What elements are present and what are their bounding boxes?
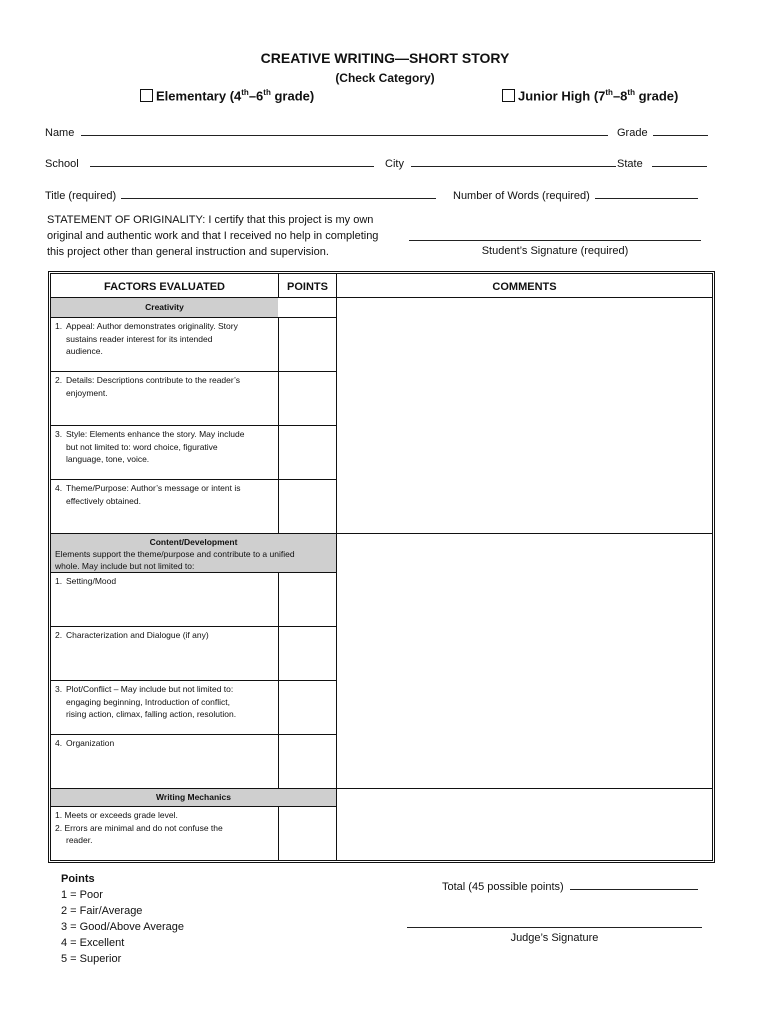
- points-input-cell[interactable]: [279, 480, 336, 533]
- content-item-characterization: 2. Characterization and Dialogue (if any): [55, 630, 209, 640]
- grade-field[interactable]: [617, 124, 708, 139]
- comments-area-mechanics[interactable]: [337, 789, 712, 860]
- comments-header: COMMENTS: [492, 281, 557, 293]
- grade-label: Grade: [617, 127, 648, 139]
- content-section-desc: Elements support the theme/purpose and contribute to a unified: [55, 549, 295, 559]
- points-input-cell[interactable]: [279, 426, 336, 479]
- creativity-item-appeal: 1. Appeal: Author demonstrates originality. Story sustains reader interest for its intended audience.: [55, 321, 238, 356]
- points-input-cell[interactable]: [279, 735, 336, 788]
- points-legend-item: 5 = Superior: [61, 953, 122, 965]
- school-line[interactable]: [90, 155, 374, 167]
- title-field[interactable]: [45, 187, 436, 202]
- creativity-item-style: 3. Style: Elements enhance the story. May include but not limited to: word choice, figurative language, tone, voice.: [55, 429, 245, 464]
- points-legend-item: 1 = Poor: [61, 889, 103, 901]
- creativity-item-theme: 4. Theme/Purpose: Author’s message or intent is effectively obtained.: [55, 483, 241, 506]
- city-field[interactable]: [385, 155, 616, 170]
- name-field[interactable]: [45, 124, 608, 139]
- school-label: School: [45, 158, 79, 170]
- comments-area-content[interactable]: [337, 534, 712, 788]
- points-legend-item: 4 = Excellent: [61, 937, 125, 949]
- form-title: CREATIVE WRITING—SHORT STORY: [260, 50, 510, 66]
- city-label: City: [385, 158, 404, 170]
- evaluation-table: [48, 271, 715, 863]
- points-input-cell[interactable]: [279, 318, 336, 371]
- grade-line[interactable]: [653, 124, 708, 136]
- creativity-section-title: Creativity: [51, 298, 278, 317]
- form-subtitle: (Check Category): [335, 71, 435, 85]
- judge-signature-line[interactable]: [407, 927, 702, 928]
- points-legend: [61, 871, 184, 967]
- title-line[interactable]: [121, 187, 436, 199]
- statement-line: this project other than general instruction and supervision.: [47, 246, 329, 258]
- statement-line: original and authentic work and that I received no help in completing: [47, 230, 379, 242]
- school-field[interactable]: [45, 155, 374, 170]
- creativity-item-details: 2. Details: Descriptions contribute to the reader’s enjoyment.: [55, 375, 241, 398]
- student-signature-line[interactable]: [409, 240, 701, 241]
- name-line[interactable]: [81, 124, 608, 136]
- originality-statement: [47, 212, 407, 260]
- words-line[interactable]: [595, 187, 698, 199]
- total-label: Total (45 possible points): [442, 881, 564, 893]
- points-input-cell[interactable]: [279, 573, 336, 626]
- points-legend-item: 2 = Fair/Average: [61, 905, 143, 917]
- total-line[interactable]: [570, 878, 698, 890]
- content-item-setting: 1. Setting/Mood: [55, 576, 117, 586]
- points-header: POINTS: [287, 281, 328, 293]
- judge-signature-label: Judge’s Signature: [510, 932, 599, 944]
- mechanics-item: 1. Meets or exceeds grade level. 2. Errors are minimal and do not confuse the reader.: [55, 810, 223, 845]
- name-label: Name: [45, 127, 75, 139]
- column-divider: [278, 274, 279, 298]
- state-field[interactable]: [617, 155, 707, 170]
- title-label: Title (required): [45, 190, 117, 202]
- words-label: Number of Words (required): [453, 190, 590, 202]
- points-input-cell[interactable]: [279, 372, 336, 425]
- content-item-organization: 4. Organization: [55, 738, 115, 748]
- points-legend-title: Points: [61, 873, 95, 885]
- mechanics-section-title: Writing Mechanics: [51, 789, 336, 806]
- words-field[interactable]: [453, 187, 698, 202]
- category-junior-high[interactable]: [502, 88, 678, 103]
- elementary-checkbox[interactable]: [140, 89, 153, 102]
- content-section-desc: whole. May include but not limited to:: [55, 561, 195, 571]
- factors-header: FACTORS EVALUATED: [103, 281, 225, 293]
- student-signature-label: Student’s Signature (required): [481, 245, 629, 257]
- statement-line: STATEMENT OF ORIGINALITY: I certify that this project is my own: [47, 214, 374, 226]
- junior-high-label: Junior High (7th–8th grade): [518, 88, 679, 104]
- points-input-cell[interactable]: [279, 627, 336, 680]
- points-legend-item: 3 = Good/Above Average: [61, 921, 185, 933]
- state-label: State: [617, 158, 643, 170]
- junior-high-checkbox[interactable]: [502, 89, 515, 102]
- total-field[interactable]: [442, 878, 698, 893]
- points-input-cell[interactable]: [279, 807, 336, 860]
- state-line[interactable]: [652, 155, 707, 167]
- elementary-label: Elementary (4th–6th grade): [156, 88, 315, 104]
- content-section-title: Content/Development: [149, 537, 238, 547]
- points-input-cell[interactable]: [279, 681, 336, 734]
- category-elementary[interactable]: [140, 88, 314, 103]
- content-section-header: [51, 534, 336, 572]
- comments-area-creativity[interactable]: [337, 298, 712, 533]
- city-line[interactable]: [411, 155, 616, 167]
- content-item-plot: 3. Plot/Conflict – May include but not limited to: engaging beginning, Introduction of conflict, rising action, climax, falling action, resolution.: [55, 684, 237, 719]
